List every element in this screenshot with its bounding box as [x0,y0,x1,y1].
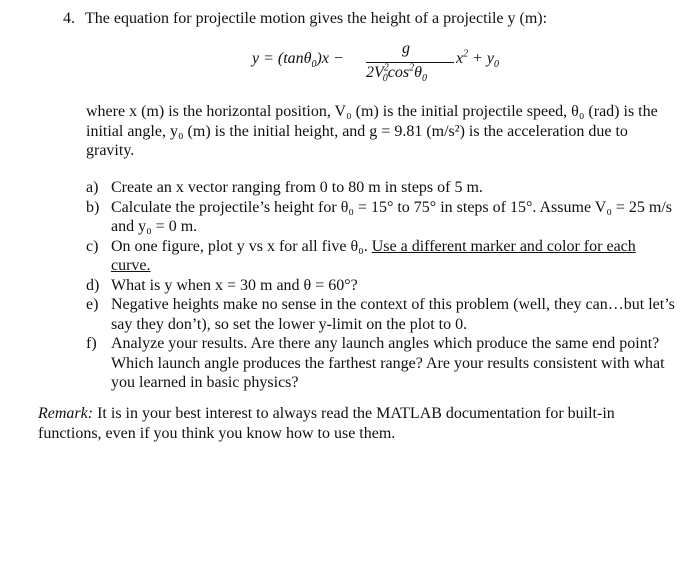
underlined-instruction: Use a different marker and color for each curve. [111,237,636,274]
remark-note [38,404,668,443]
list-item: b) Calculate the projectile’s height for θ₀ = 15° to 75° in steps of 15°. Assume V₀ = 25 m/s and y₀ = 0 m. [86,198,673,235]
question-text: The equation for projectile motion gives the height of a projectile y (m): [85,10,548,27]
variable-description: where x (m) is the horizontal position, V₀ (m) is the initial projectile speed, θ₀ (rad) is the initial angle, y₀ (m) is the initial height, and g = 9.81 (m/s²) is the acceleration due to gravity. [86,103,658,159]
list-item: d) What is y when x = 30 m and θ = 60°? [86,276,358,294]
list-item: e) Negative heights make no sense in the context of this problem (well, they can…but let’s say they don’t), so set the lower y-limit on the plot to 0. [86,296,675,333]
equation-lhs: y = (tanθ$_0$)x − [252,50,344,71]
list-item: a) Create an x vector ranging from 0 to 80 m in steps of 5 m. [86,179,483,196]
projectile-equation [252,40,512,84]
list-item: c) On one figure, plot y vs x for all five θ₀. Use a different marker and color for each curve. [86,237,636,274]
list-item: f) Analyze your results. Are there any launch angles which produce the same end point? Which launch angle produces the farthest range? Are your results consistent with what you learned in basic physics? [86,335,665,391]
task-list [86,178,676,393]
remark-text: It is in your best interest to always read the MATLAB documentation for built-in functions, even if you think you know how to use them. [38,405,615,442]
question-heading [63,9,547,29]
question-number: 4. [63,10,75,27]
equation-denominator: $2V^2_0\cos^2\theta_0$ [366,62,427,85]
equation-numerator: g [402,40,410,57]
remark-label: Remark: [38,405,94,422]
equation-rhs: $x^2 + y_0$ [456,48,500,71]
